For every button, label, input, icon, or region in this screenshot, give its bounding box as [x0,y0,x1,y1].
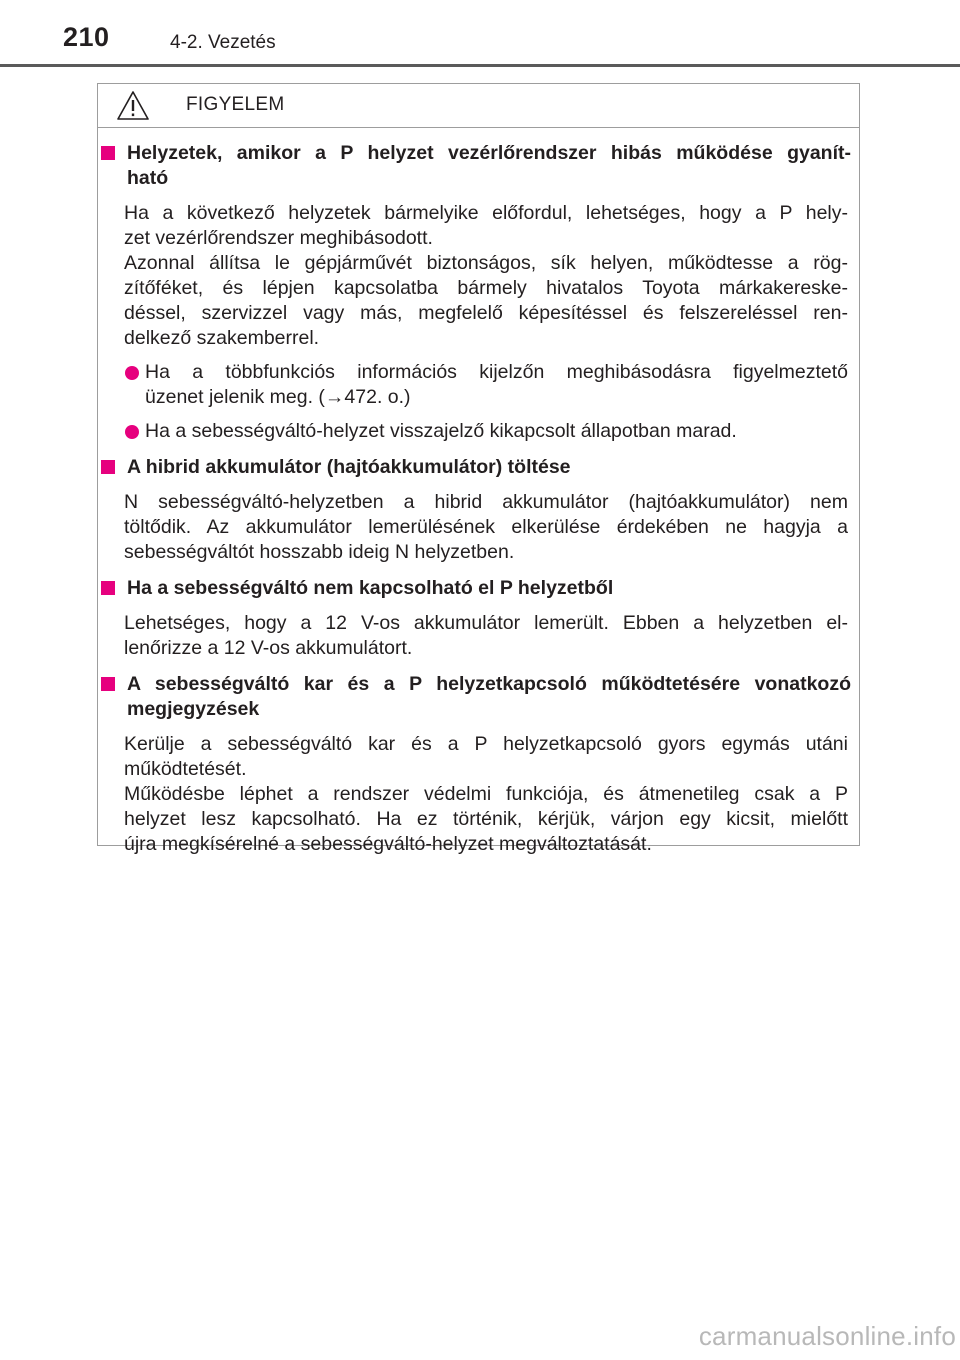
paragraph-line: töltődik. Az akkumulátor lemerülésének elkerülése érdekében ne hagyja a [124,516,848,538]
section-heading-line: megjegyzések [127,698,260,720]
paragraph [124,782,848,857]
paragraph-line: helyzet lesz kapcsolható. Ha ez történik, kérjük, várjon egy kicsit, mielőtt [124,808,848,830]
page-number: 210 [63,22,110,52]
paragraph-line: sebességváltót hosszabb ideig N helyzetben. [124,541,515,563]
paragraph [124,611,848,661]
section-heading-line: Helyzetek, amikor a P helyzet vezérlőrendszer hibás működése gyanít- [127,142,851,164]
paragraph-line: déssel, szervizzel vagy más, megfelelő képesítéssel és felszereléssel ren- [124,302,848,324]
paragraph-line: Működésbe léphet a rendszer védelmi funkciója, és átmenetileg csak a P [124,783,848,805]
bullet-line: Ha a többfunkciós információs kijelzőn meghibásodásra figyelmeztető [145,361,848,383]
square-bullet-icon [101,581,115,595]
square-bullet-icon [101,677,115,691]
warning-box [97,83,860,855]
section-heading-line: A sebességváltó kar és a P helyzetkapcsoló működtetésére vonatkozó [127,673,851,695]
warning-label: FIGYELEM [186,94,285,115]
paragraph-line: lenőrizze a 12 V-os akkumulátort. [124,637,413,659]
paragraph [124,732,848,782]
watermark: carmanualsonline.info [698,1321,956,1351]
warning-triangle-icon [116,90,150,121]
section-title: 4-2. Vezetés [170,32,276,53]
paragraph-line: Kerülje a sebességváltó kar és a P helyzetkapcsoló gyors egymás utáni [124,733,848,755]
section-heading [101,141,851,191]
paragraph [124,490,848,565]
paragraph-line: zet vezérlőrendszer meghibásodott. [124,227,433,249]
header-divider [0,64,960,67]
paragraph-line: Lehetséges, hogy a 12 V-os akkumulátor lemerült. Ebben a helyzetben el- [124,612,848,634]
page-header [0,0,960,68]
section-heading-line: A hibrid akkumulátor (hajtóakkumulátor) töltése [127,456,571,478]
paragraph-line: zítőféket, és lépjen kapcsolatba bármely hivatalos Toyota márkakereske- [124,277,848,299]
paragraph-line: delkező szakemberrel. [124,327,320,349]
bullet-item [98,360,848,410]
paragraph-line: működtetését. [124,758,247,780]
paragraph [124,201,848,251]
round-bullet-icon [125,366,139,380]
round-bullet-icon [125,425,139,439]
paragraph-line: újra megkísérelné a sebességváltó-helyzet megváltoztatását. [124,833,652,855]
paragraph-line: Azonnal állítsa le gépjárművét biztonságos, sík helyen, működtesse a rög- [124,252,848,274]
section-heading-line: Ha a sebességváltó nem kapcsolható el P helyzetből [127,577,614,599]
section-heading [101,455,851,480]
section-heading [101,576,851,601]
warning-header [98,84,859,128]
square-bullet-icon [101,460,115,474]
bullet-line: Ha a sebességváltó-helyzet visszajelző kikapcsolt állapotban marad. [145,420,737,442]
section-heading [101,672,851,722]
bullet-line: üzenet jelenik meg. (→472. o.) [145,386,411,408]
bullet-item [98,419,848,444]
paragraph [124,251,848,351]
paragraph-line: N sebességváltó-helyzetben a hibrid akkumulátor (hajtóakkumulátor) nem [124,491,848,513]
warning-content [98,141,861,857]
paragraph-line: Ha a következő helyzetek bármelyike előfordul, lehetséges, hogy a P hely- [124,202,848,224]
section-heading-line: ható [127,167,169,189]
square-bullet-icon [101,146,115,160]
